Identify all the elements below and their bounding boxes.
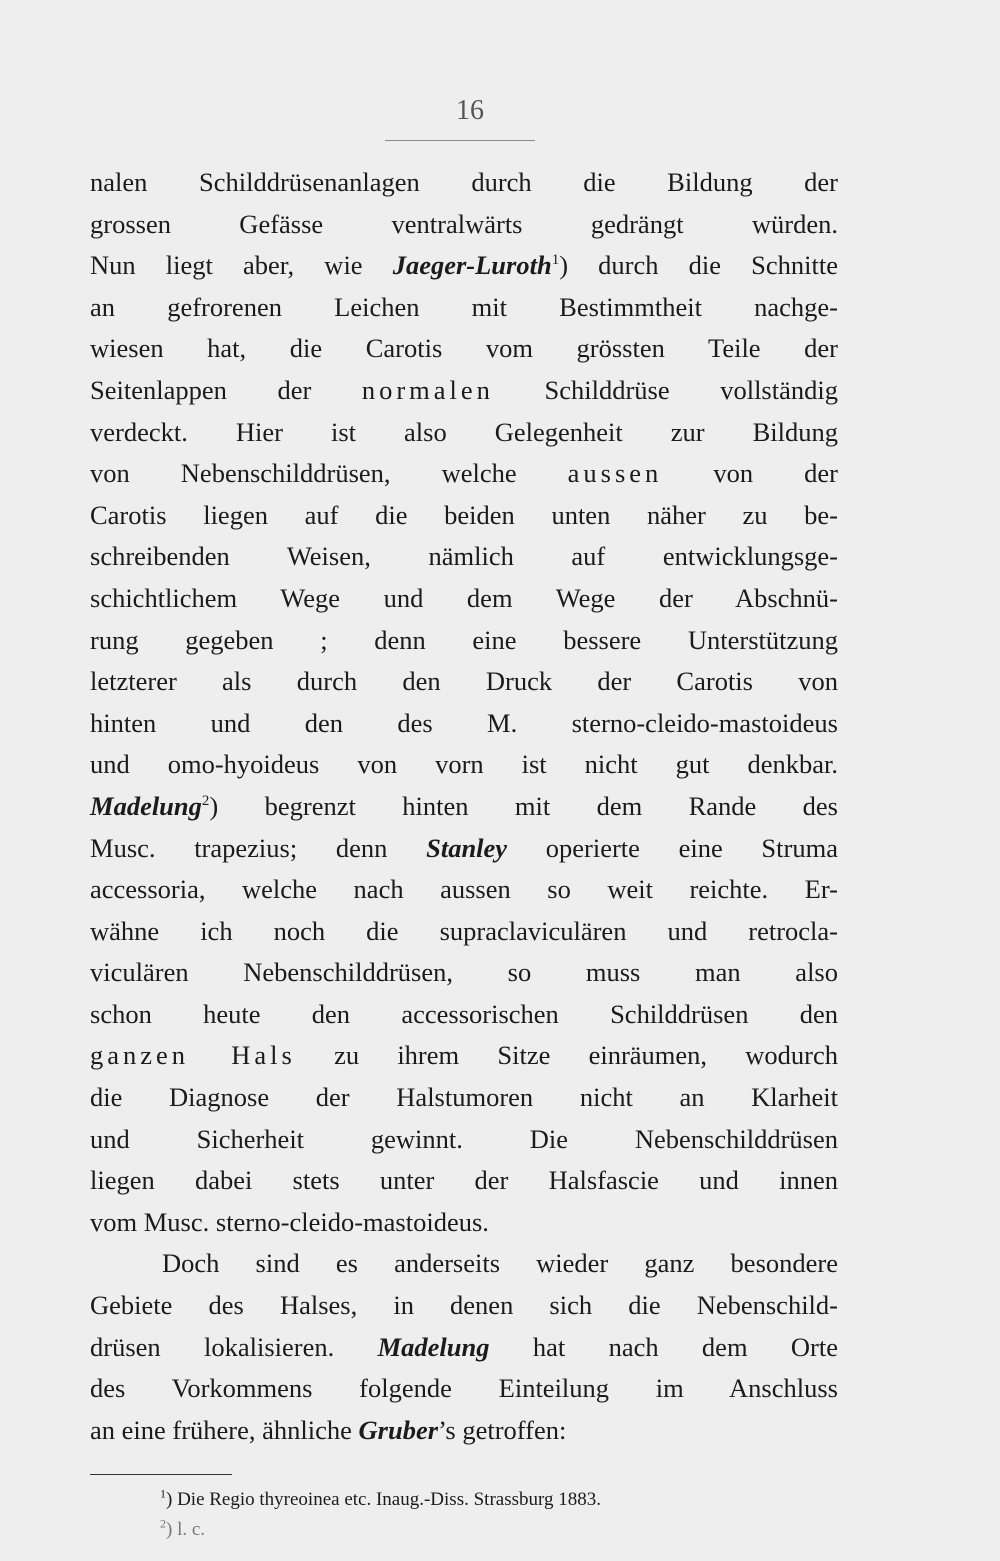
text-line xyxy=(90,911,838,953)
text-line xyxy=(90,1285,838,1327)
text-line xyxy=(90,162,838,204)
text-run: wiesen hat, die Carotis vom grössten Teile der xyxy=(90,333,838,364)
text-line xyxy=(90,1035,838,1077)
text-run: verdeckt. Hier ist also Gelegenheit zur Bildung xyxy=(90,416,838,447)
footnote xyxy=(160,1515,800,1545)
text-run: accessoria, welche nach aussen so weit reichte. Er- xyxy=(90,874,838,905)
text-line xyxy=(90,1160,838,1202)
text-run: ) durch die Schnitte xyxy=(559,250,838,281)
text-run: Musc. trapezius; denn xyxy=(90,832,427,863)
text-line xyxy=(90,661,838,703)
author-name: Jaeger-Luroth xyxy=(392,250,552,281)
text-run: und omo-hyoideus von vorn ist nicht gut denkbar. xyxy=(90,749,838,780)
text-line xyxy=(90,204,838,246)
page-number: 16 xyxy=(456,95,484,126)
spaced-emphasis: aussen xyxy=(567,458,663,489)
text-line xyxy=(90,1368,838,1410)
footnote-ref: 1 xyxy=(551,252,560,269)
text-line xyxy=(90,869,838,911)
footnote-ref: 2 xyxy=(201,793,210,810)
text-run: drüsen lokalisieren. xyxy=(90,1331,378,1362)
text-line xyxy=(90,536,838,578)
text-line xyxy=(90,1327,838,1369)
text-line xyxy=(90,287,838,329)
text-line xyxy=(90,245,838,287)
text-run: rung gegeben ; denn eine bessere Unterstützung xyxy=(90,624,838,655)
text-run: Nun liegt aber, wie xyxy=(90,250,393,281)
footnote-mark: 1 xyxy=(160,1486,166,1501)
text-line xyxy=(90,952,838,994)
text-line xyxy=(90,703,838,745)
author-name: Gruber xyxy=(358,1414,439,1445)
text-run: schreibenden Weisen, nämlich auf entwicklungsge- xyxy=(90,541,838,572)
footnote-mark: 2 xyxy=(160,1516,166,1531)
text-line xyxy=(90,994,838,1036)
text-run: und Sicherheit gewinnt. Die Nebenschilddrüsen xyxy=(90,1123,838,1154)
text-line xyxy=(90,495,838,537)
text-run: hat nach dem Orte xyxy=(489,1331,838,1362)
text-line xyxy=(90,1119,838,1161)
text-line xyxy=(90,1202,838,1244)
author-name: Stanley xyxy=(426,832,508,863)
footnote xyxy=(160,1485,800,1515)
text-line xyxy=(90,1243,838,1285)
text-line xyxy=(90,1077,838,1119)
text-line xyxy=(90,328,838,370)
spaced-emphasis: ganzen Hals xyxy=(90,1040,296,1071)
text-run: schon heute den accessorischen Schilddrüsen den xyxy=(90,998,838,1029)
text-run: Carotis liegen auf die beiden unten näher zu be- xyxy=(90,499,838,530)
text-run: des Vorkommens folgende Einteilung im Anschluss xyxy=(90,1373,838,1404)
text-run: grossen Gefässe ventralwärts gedrängt würden. xyxy=(90,208,838,239)
text-run: Seitenlappen der xyxy=(90,374,362,405)
text-line xyxy=(90,828,838,870)
text-run: operierte eine Struma xyxy=(507,832,838,863)
text-run: letzterer als durch den Druck der Carotis von xyxy=(90,666,838,697)
text-run: ) begrenzt hinten mit dem Rande des xyxy=(209,790,838,821)
footnote-rule xyxy=(90,1474,232,1475)
footnote-text: ) Die Regio thyreoinea etc. Inaug.-Diss. Strassburg 1883. xyxy=(166,1489,601,1510)
text-run: von der xyxy=(662,458,838,489)
text-run: zu ihrem Sitze einräumen, wodurch xyxy=(295,1040,838,1071)
text-run: Schilddrüse vollständig xyxy=(493,374,838,405)
header-rule xyxy=(385,140,535,141)
text-run: viculären Nebenschilddrüsen, so muss man also xyxy=(90,957,838,988)
body-text xyxy=(90,162,838,1451)
text-run: nalen Schilddrüsenanlagen durch die Bildung der xyxy=(90,167,838,197)
footnotes xyxy=(160,1485,800,1545)
text-run: liegen dabei stets unter der Halsfascie und innen xyxy=(90,1165,838,1196)
text-line xyxy=(90,370,838,412)
text-run: von Nebenschilddrüsen, welche xyxy=(90,458,568,489)
text-line xyxy=(90,1410,838,1452)
text-run: Doch sind es anderseits wieder ganz besondere xyxy=(162,1248,838,1279)
text-run: wähne ich noch die supraclaviculären und retrocla- xyxy=(90,915,838,946)
text-line xyxy=(90,744,838,786)
text-run: ’s getroffen: xyxy=(438,1414,567,1445)
text-run: vom Musc. sterno-cleido-mastoideus. xyxy=(90,1206,489,1237)
spaced-emphasis: normalen xyxy=(361,374,494,405)
author-name: Madelung xyxy=(377,1331,490,1362)
text-line xyxy=(90,786,838,828)
text-run: an gefrorenen Leichen mit Bestimmtheit nachge- xyxy=(90,291,838,322)
text-run: die Diagnose der Halstumoren nicht an Klarheit xyxy=(90,1082,838,1113)
text-line xyxy=(90,620,838,662)
author-name: Madelung xyxy=(90,790,202,821)
footnote-text: ) l. c. xyxy=(166,1519,206,1540)
text-run: schichtlichem Wege und dem Wege der Abschnü- xyxy=(90,582,838,613)
text-run: an eine frühere, ähnliche xyxy=(90,1414,359,1445)
text-run: Gebiete des Halses, in denen sich die Nebenschild- xyxy=(90,1290,838,1321)
text-line xyxy=(90,578,838,620)
text-line xyxy=(90,453,838,495)
text-line xyxy=(90,412,838,454)
text-run: hinten und den des M. sterno-cleido-mastoideus xyxy=(90,707,838,738)
